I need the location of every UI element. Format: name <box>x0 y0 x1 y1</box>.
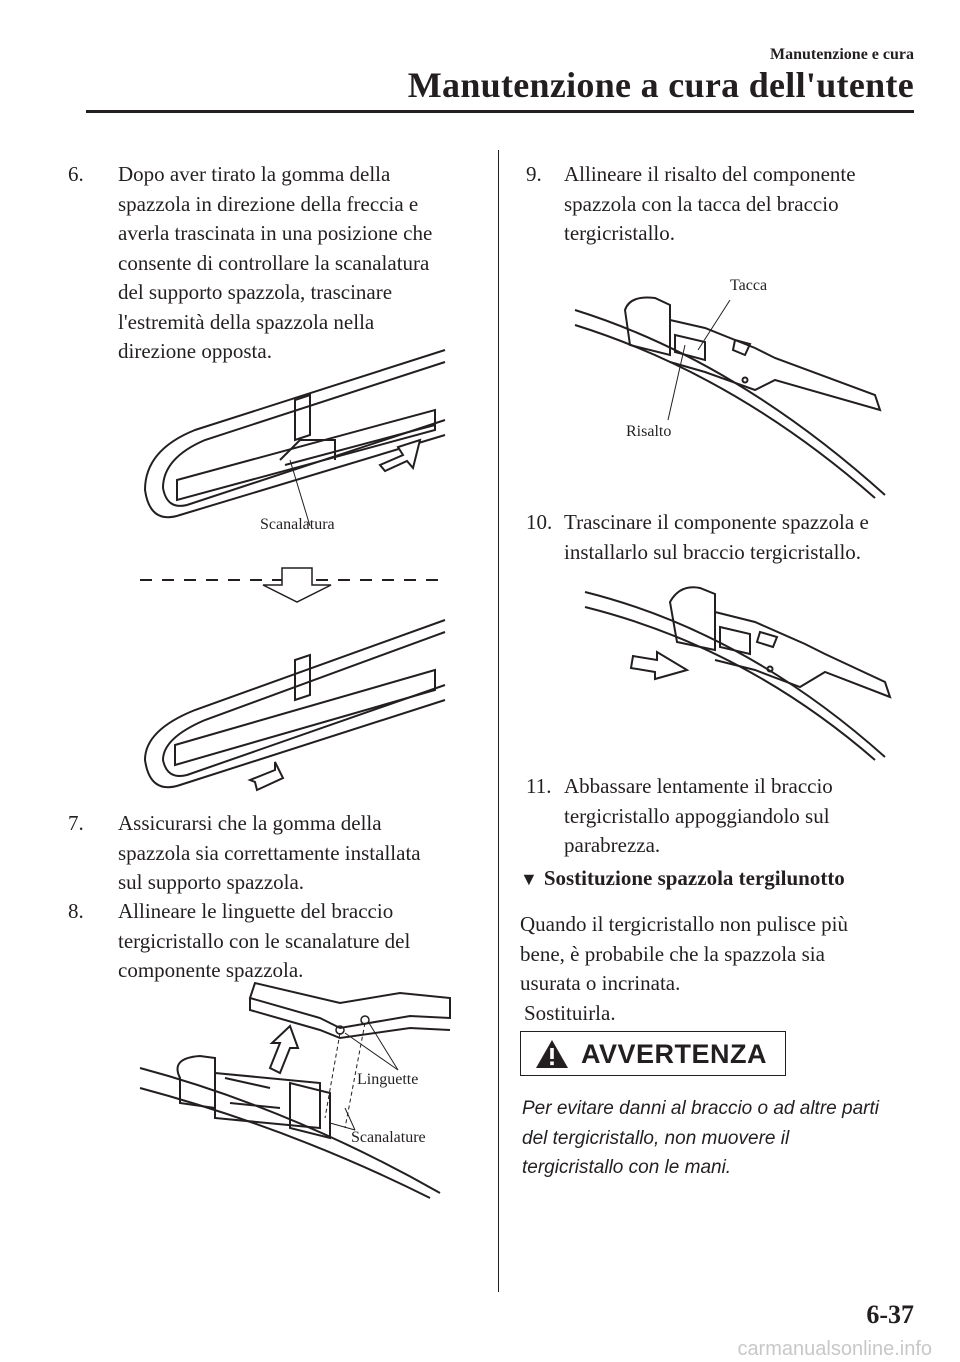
step-line: Trascinare il componente spazzola e <box>564 510 869 534</box>
step-line: averla trascinata in una posizione che <box>118 221 433 245</box>
warning-line: Per evitare danni al braccio o ad altre parti <box>522 1098 879 1119</box>
step-number: 7. <box>68 811 84 835</box>
wiper-blade-figure-step6 <box>135 340 455 800</box>
step-line: tergicristallo appoggiandolo sul <box>564 803 830 828</box>
body-line: Quando il tergicristallo non pulisce più <box>520 912 848 936</box>
column-divider <box>498 150 499 1292</box>
section-heading-text: Sostituzione spazzola tergilunotto <box>543 866 845 890</box>
step-number: 8. <box>68 899 84 923</box>
step-line: Assicurarsi che la gomma della <box>118 811 382 835</box>
step-line: l'estremità della spazzola nella <box>118 309 375 334</box>
step-line: consente di controllare la scanalatura <box>118 250 430 275</box>
label-linguette: Linguette <box>357 1071 419 1088</box>
body-line: usurata o incrinata. <box>520 971 681 995</box>
step-line: Abbassare lentamente il braccio <box>564 774 833 798</box>
step-line: Allineare le linguette del braccio <box>118 899 394 923</box>
section-heading <box>520 866 845 891</box>
step-number: 6. <box>68 162 84 186</box>
chapter-title: Manutenzione e cura <box>770 46 914 63</box>
header-rule <box>86 110 914 113</box>
step-line: componente spazzola. <box>118 958 304 982</box>
warning-triangle-icon <box>534 1038 570 1070</box>
section-body <box>520 910 940 1028</box>
body-line: bene, è probabile che la spazzola sia <box>520 941 825 966</box>
step-line: tergicristallo. <box>564 221 675 245</box>
watermark: carmanualsonline.info <box>737 1338 932 1360</box>
page-title: Manutenzione a cura dell'utente <box>407 65 914 105</box>
warning-line: tergicristallo con le mani. <box>522 1157 732 1178</box>
step-number: 9. <box>526 162 542 186</box>
step-line: Dopo aver tirato la gomma della <box>118 162 391 186</box>
step-line: direzione opposta. <box>118 339 272 363</box>
step-line: spazzola con la tacca del braccio <box>564 191 839 216</box>
step-line: tergicristallo con le scanalature del <box>118 928 411 953</box>
warning-label: AVVERTENZA <box>581 1039 768 1069</box>
step-number: 10. <box>526 510 553 534</box>
step-line: spazzola sia correttamente installata <box>118 840 421 865</box>
body-instruction: Sostituirla. <box>524 1000 616 1025</box>
step-line: installarlo sul braccio tergicristallo. <box>564 539 862 564</box>
warning-line: del tergicristallo, non muovere il <box>522 1127 790 1149</box>
triangle-down-icon: ▼ <box>520 869 538 889</box>
label-risalto: Risalto <box>626 423 672 440</box>
label-scanalatura: Scanalatura <box>260 516 335 533</box>
label-scanalature: Scanalature <box>351 1129 426 1146</box>
step-line: spazzola in direzione della freccia e <box>118 191 419 216</box>
warning-text <box>522 1094 942 1183</box>
step-line: parabrezza. <box>564 833 661 857</box>
warning-box <box>520 1031 786 1076</box>
wiper-blade-figure-step10 <box>585 572 895 762</box>
step-line: del supporto spazzola, trascinare <box>118 280 393 304</box>
page-number: 6-37 <box>866 1300 914 1329</box>
step-line: Allineare il risalto del componente <box>564 162 856 186</box>
label-tacca: Tacca <box>730 277 768 294</box>
step-line: sul supporto spazzola. <box>118 870 305 894</box>
wiper-blade-figure-step9 <box>575 280 895 500</box>
step-number: 11. <box>526 774 552 798</box>
